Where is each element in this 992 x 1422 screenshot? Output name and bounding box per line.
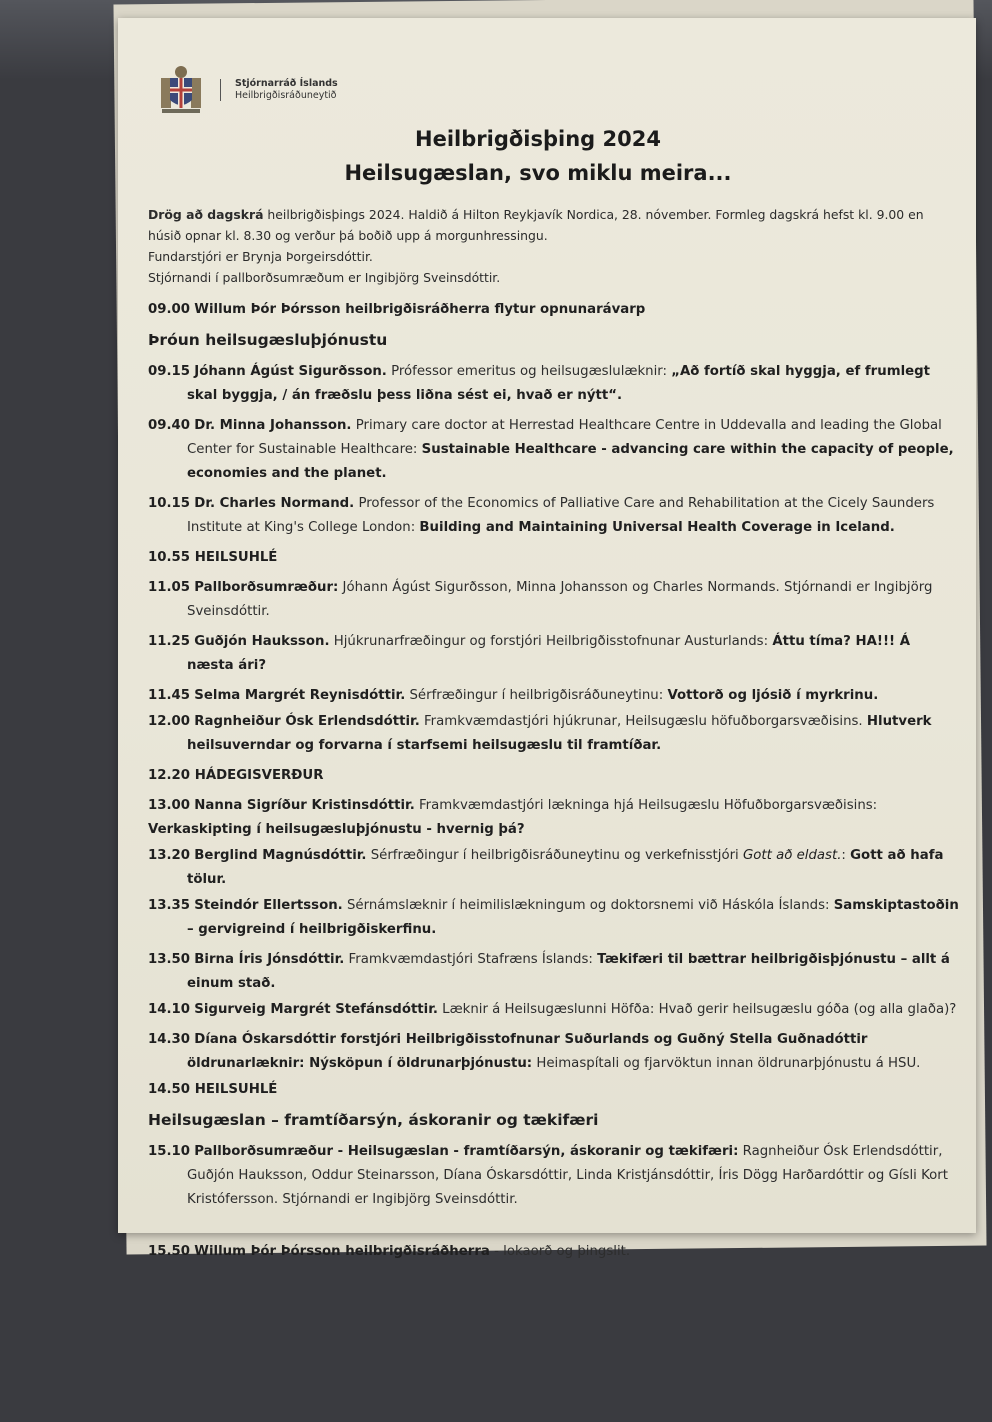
agenda-time: 14.30 [148, 1032, 191, 1047]
document-page [118, 18, 976, 1259]
agenda-description: Sérnámslæknir í heimilislækningum og doktorsnemi við Háskóla Íslands: [342, 898, 834, 913]
agenda-time: 12.00 [148, 714, 191, 729]
agenda-time: 11.05 [148, 580, 191, 595]
agenda-break [148, 764, 960, 788]
agenda-item [148, 844, 960, 892]
agenda-description: Sérfræðingur í heilbrigðisráðuneytinu: [405, 688, 668, 703]
project-name: Gott að eldast. [742, 848, 842, 863]
agenda-item [148, 1028, 960, 1076]
spacer [148, 1214, 960, 1240]
agenda-time: 09.15 [148, 364, 191, 379]
agenda-break [148, 546, 960, 570]
intro-text: heilbrigðisþings 2024. Haldið á Hilton Reykjavík Nordica, 28. nóvember. Formleg dagskrá hefst kl. 9.00 en húsið opnar kl. 8.30 og verður þá boðið upp á morgunhressingu. [148, 207, 924, 243]
agenda-speaker: Guðjón Hauksson. [194, 634, 330, 649]
agenda-speaker: Selma Margrét Reynisdóttir. [194, 688, 406, 703]
agenda-description: Framkvæmdastjóri Stafræns Íslands: [344, 952, 598, 967]
intro-lead: Drög að dagskrá [148, 207, 264, 222]
agenda-time: 11.45 [148, 688, 191, 703]
agenda-description: Sérfræðingur í heilbrigðisráðuneytinu og verkefnisstjóri [366, 848, 743, 863]
agenda-time: 11.25 [148, 634, 191, 649]
agenda-item [148, 684, 960, 708]
agenda-description: Framkvæmdastjóri lækninga hjá Heilsugæslu Höfuðborgarsvæðisins: [414, 798, 878, 813]
agenda-speaker: Díana Óskarsdóttir forstjóri Heilbrigðisstofnunar Suðurlands og Guðný Stella Guðnadóttir öldrunarlæknir: Nýsköpun í öldrunarþjónustu: [187, 1032, 868, 1071]
agenda-description: Prófessor emeritus og heilsugæslulæknir: [386, 364, 672, 379]
title-line-1: Heilbrigðisþing 2024 [415, 127, 661, 151]
agenda-item [148, 948, 960, 996]
agenda-panel [148, 1140, 960, 1212]
agenda-talk-title: Áttu tíma? HA!!! Á næsta ári? [187, 634, 911, 673]
agenda-item [148, 414, 960, 486]
agenda-break [148, 1078, 960, 1102]
agenda-time: 10.55 [148, 550, 191, 565]
intro-paragraph [148, 204, 958, 246]
break-label: HÁDEGISVERÐUR [194, 768, 324, 783]
agenda-talk-title: Verkaskipting í heilsugæsluþjónustu - hvernig þá? [148, 822, 525, 837]
agenda-speaker: Willum Þór Þórsson heilbrigðisráðherra flytur opnunarávarp [194, 302, 646, 317]
panel-participants: Jóhann Ágúst Sigurðsson, Minna Johansson og Charles Normands. Stjórnandi er Ingibjörg Sveinsdóttir. [187, 580, 933, 619]
agenda-description: Hjúkrunarfræðingur og forstjóri Heilbrigðisstofnunar Austurlands: [329, 634, 773, 649]
agenda-speaker: Steindór Ellertsson. [194, 898, 343, 913]
agenda-time: 13.00 [148, 798, 191, 813]
agenda-time: 15.10 [148, 1144, 191, 1159]
agenda-item [148, 630, 960, 678]
agenda-speaker: Dr. Charles Normand. [194, 496, 355, 511]
agenda-description: - lokaorð og þingslit. [489, 1244, 631, 1259]
agenda-speaker: Jóhann Ágúst Sigurðsson. [194, 364, 387, 379]
section-heading-1: Þróun heilsugæsluþjónustu [148, 331, 388, 349]
agenda-item [148, 894, 960, 942]
agenda-time: 15.50 [148, 1244, 191, 1259]
letterhead [158, 64, 338, 116]
agenda-time: 10.15 [148, 496, 191, 511]
document-title [118, 122, 958, 190]
agenda-speaker: Dr. Minna Johansson. [194, 418, 352, 433]
agenda-speaker: Nanna Sigríður Kristinsdóttir. [194, 798, 415, 813]
panel-label: Pallborðsumræður - Heilsugæslan - framtíðarsýn, áskoranir og tækifæri: [194, 1144, 739, 1159]
title-line-2: Heilsugæslan, svo miklu meira... [344, 161, 732, 185]
agenda-item [148, 492, 960, 540]
agenda-speaker: Willum Þór Þórsson heilbrigðisráðherra [194, 1244, 490, 1259]
agenda-time: 09.40 [148, 418, 191, 433]
panel-participants: Ragnheiður Ósk Erlendsdóttir, Guðjón Hauksson, Oddur Steinarsson, Díana Óskarsdóttir, Linda Kristjánsdóttir, Íris Dögg Harðardóttir og Gísli Kort Kristófersson. Stjórnandi er Ingibjörg Sveinsdóttir. [187, 1144, 948, 1207]
agenda-time: 13.20 [148, 848, 191, 863]
section-heading-2: Heilsugæslan – framtíðarsýn, áskoranir og tækifæri [148, 1111, 599, 1129]
letterhead-divider [220, 79, 221, 101]
agenda-description: Læknir á Heilsugæslunni Höfða: Hvað gerir heilsugæslu góða (og alla glaða)? [437, 1002, 957, 1017]
agenda-item-closing [148, 1240, 960, 1264]
coat-of-arms-icon [158, 64, 204, 116]
agenda-talk-title: Tækifæri til bættrar heilbrigðisþjónustu – allt á einum stað. [187, 952, 950, 991]
intro-chair: Fundarstjóri er Brynja Þorgeirsdóttir. [148, 249, 373, 264]
intro-block [148, 204, 958, 288]
agenda-speaker: Sigurveig Margrét Stefánsdóttir. [194, 1002, 438, 1017]
agenda-item [148, 998, 960, 1022]
intro-moderator: Stjórnandi í pallborðsumræðum er Ingibjörg Sveinsdóttir. [148, 270, 501, 285]
agenda-talk-title: Building and Maintaining Universal Health Coverage in Iceland. [419, 520, 895, 535]
agenda-description: Professor of the Economics of Palliative Care and Rehabilitation at the Cicely Saunders Institute at King's College London: [187, 496, 935, 535]
agenda-item [148, 794, 960, 842]
agenda-description: Primary care doctor at Herrestad Healthcare Centre in Uddevalla and leading the Global Center for Sustainable Healthcare: [187, 418, 942, 457]
agenda-separator: : [841, 848, 851, 863]
break-label: HEILSUHLÉ [194, 550, 278, 565]
agenda [148, 298, 960, 1266]
letterhead-ministry: Heilbrigðisráðuneytið [235, 90, 337, 101]
break-label: HEILSUHLÉ [194, 1082, 278, 1097]
agenda-talk-title: Samskiptastoðin – gervigreind í heilbrigðiskerfinu. [187, 898, 959, 937]
agenda-time: 14.50 [148, 1082, 191, 1097]
agenda-speaker: Ragnheiður Ósk Erlendsdóttir. [194, 714, 420, 729]
panel-label: Pallborðsumræður: [194, 580, 339, 595]
agenda-time: 14.10 [148, 1002, 191, 1017]
agenda-speaker: Birna Íris Jónsdóttir. [194, 952, 345, 967]
agenda-talk-title: Gott að hafa tölur. [187, 848, 944, 887]
agenda-time: 13.35 [148, 898, 191, 913]
agenda-description: Framkvæmdastjóri hjúkrunar, Heilsugæslu höfuðborgarsvæðisins. [419, 714, 867, 729]
agenda-talk-title: „Að fortíð skal hyggja, ef frumlegt skal byggja, / án fræðslu þess liðna sést ei, hvað er nýtt“. [187, 364, 931, 403]
agenda-item [148, 710, 960, 758]
agenda-speaker: Berglind Magnúsdóttir. [194, 848, 367, 863]
agenda-item [148, 360, 960, 408]
agenda-time: 09.00 [148, 302, 191, 317]
agenda-panel [148, 576, 960, 624]
agenda-time: 13.50 [148, 952, 191, 967]
letterhead-org: Stjórnarráð Íslands [235, 78, 338, 89]
agenda-talk-title: Vottorð og ljósið í myrkrinu. [667, 688, 879, 703]
agenda-description: Heimaspítali og fjarvöktun innan öldrunarþjónustu á HSU. [532, 1056, 921, 1071]
agenda-time: 12.20 [148, 768, 191, 783]
agenda-talk-title: Hlutverk heilsuverndar og forvarna í starfsemi heilsugæslu til framtíðar. [187, 714, 932, 753]
agenda-talk-title: Sustainable Healthcare - advancing care within the capacity of people, economies and the planet. [187, 442, 954, 481]
agenda-item-opening [148, 298, 960, 322]
